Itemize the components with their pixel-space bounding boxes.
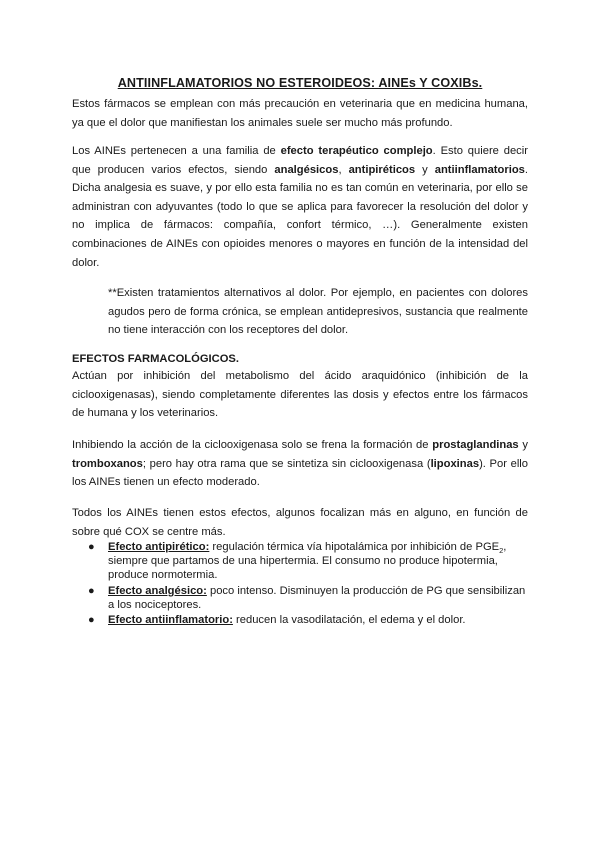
effect-text: reducen la vasodilatación, el edema y el dolor. xyxy=(232,614,466,627)
intro-paragraph: Estos fármacos se emplean con más precaución en veterinaria que en medicina humana, ya que el dolor que manifiestan los animales suele ser mucho más profundo. xyxy=(72,98,528,129)
list-item xyxy=(72,584,528,612)
inhib-text-2: y xyxy=(518,439,529,451)
aines-text-1: Los AINEs pertenecen a una familia de xyxy=(72,145,281,157)
list-item xyxy=(72,540,528,583)
inhib-bold-prostaglandinas: prostaglandinas xyxy=(432,439,519,451)
aines-bold-antipireticos: antipiréticos xyxy=(348,163,416,176)
inhib-text-4: ). Por ello los AINEs tienen un efecto moderado. xyxy=(72,457,529,489)
alternative-treatments-note: **Existen tratamientos alternativos al dolor. Por ejemplo, en pacientes con dolores agudos pero de forma crónica, se emplean antidepresivos, sustancia que realmente no tiene interacción con los receptores del dolor. xyxy=(108,287,528,337)
list-item xyxy=(72,613,528,627)
inhibition-paragraph xyxy=(72,436,528,492)
effect-text-continued: , siempre que partamos de una hipertermia. El consumo no produce hipotermia, produce normotermia. xyxy=(108,541,507,582)
effect-subscript: 2 xyxy=(499,546,504,556)
aines-text-4: y xyxy=(415,163,435,176)
bullet-icon: ● xyxy=(88,541,95,553)
effect-label: Efecto analgésico: xyxy=(108,584,207,597)
inhib-text-1: Inhibiendo la acción de la ciclooxigenasa solo se frena la formación de xyxy=(72,439,433,451)
aines-bold-efecto: efecto terapéutico complejo xyxy=(280,145,433,157)
inhib-bold-tromboxanos: tromboxanos xyxy=(72,457,143,470)
aines-paragraph xyxy=(72,142,528,272)
effect-text: poco intenso. Disminuyen la producción de PG que sensibilizan a los nociceptores. xyxy=(108,584,526,611)
bullet-icon: ● xyxy=(88,614,95,627)
bullet-icon: ● xyxy=(88,584,95,597)
aines-bold-antiinflamatorios: antiinflamatorios xyxy=(434,163,525,176)
page-title: ANTIINFLAMATORIOS NO ESTEROIDEOS: AINEs Y COXIBs. xyxy=(117,76,483,90)
inhib-text-3: ; pero hay otra rama que se sintetiza sin ciclooxigenasa ( xyxy=(142,457,431,470)
effect-label: Efecto antipirético: xyxy=(108,541,210,553)
efectos-heading: EFECTOS FARMACOLÓGICOS. xyxy=(72,353,239,365)
aines-text-3: , xyxy=(338,163,349,176)
cox-paragraph: Todos los AINEs tienen estos efectos, algunos focalizan más en alguno, en función de sobre qué COX se centre más. xyxy=(72,507,528,538)
mechanism-paragraph: Actúan por inhibición del metabolismo del ácido araquidónico (inhibición de la ciclooxigenasas), siendo completamente diferentes las dosis y efectos entre los fármacos de humana y los veterinarios. xyxy=(72,370,528,420)
aines-text-2: . Esto quiere decir que producen varios efectos, siendo xyxy=(72,145,528,176)
effect-label: Efecto antiinflamatorio: xyxy=(108,614,233,627)
inhib-bold-lipoxinas: lipoxinas xyxy=(430,457,480,470)
effects-list xyxy=(72,540,528,628)
aines-bold-analgesicos: analgésicos xyxy=(274,163,339,176)
effect-text: regulación térmica vía hipotalámica por inhibición de PGE xyxy=(209,541,500,553)
aines-text-5: . Dicha analgesia es suave, y por ello esta familia no es tan común en veterinaria, por ello se administran con adyuvantes (todo lo que se aplica para favorecer la resolución del dolor y no implica de fármacos: compañía, confort térmico, …). Generalmente existen combinaciones de AINEs con opioides menores o mayores en función de la intensidad del dolor. xyxy=(72,163,528,269)
